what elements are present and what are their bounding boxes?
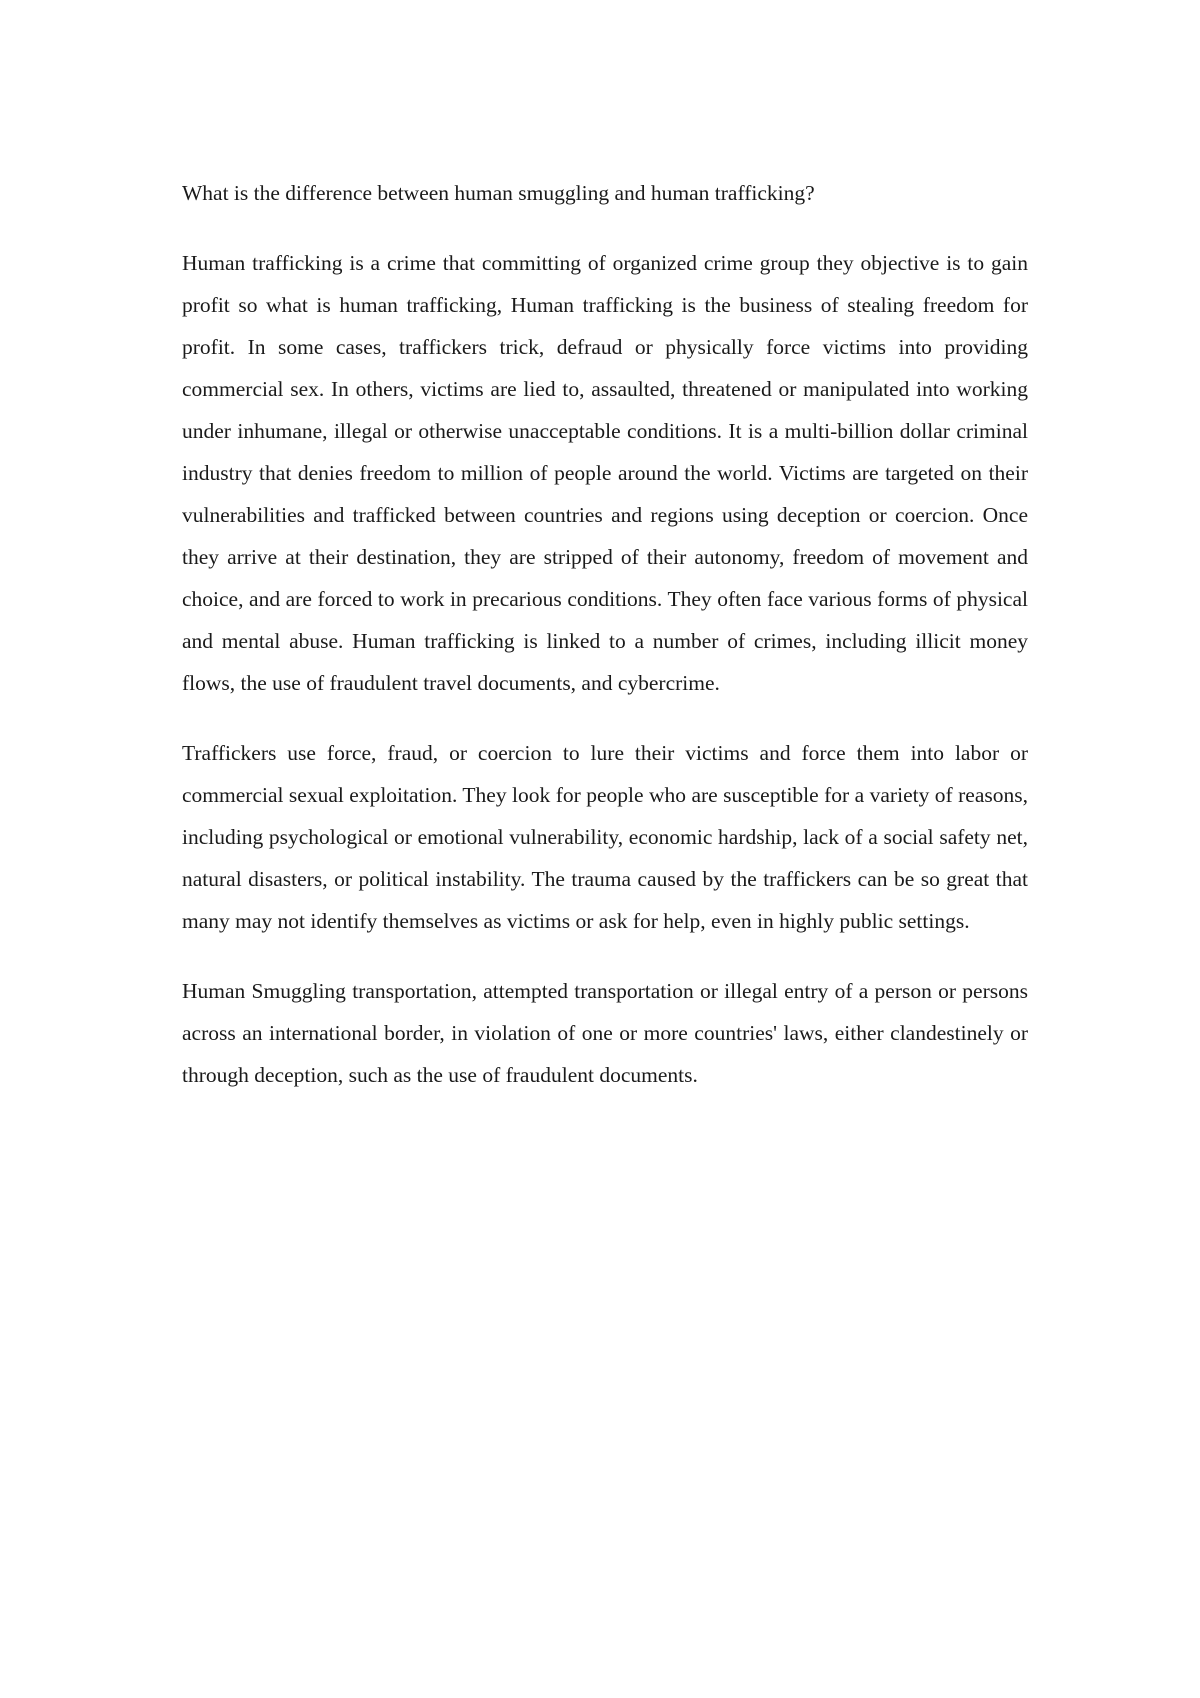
question-heading: What is the difference between human smuggling and human trafficking? [182,181,815,205]
paragraph-trafficking-definition: Human trafficking is a crime that committing of organized crime group they objective is to gain profit so what is human trafficking, Human trafficking is the business of stealing freedom for profit. In some cases, traffickers trick, defraud or physically force victims into providing commercial sex. In others, victims are lied to, assaulted, threatened or manipulated into working under inhumane, illegal or otherwise unacceptable conditions. It is a multi-billion dollar criminal industry that denies freedom to million of people around the world. Victims are targeted on their vulnerabilities and trafficked between countries and regions using deception or coercion. Once they arrive at their destination, they are stripped of their autonomy, freedom of movement and choice, and are forced to work in precarious conditions. They often face various forms of physical and mental abuse. Human trafficking is linked to a number of crimes, including illicit money flows, the use of fraudulent travel documents, and cybercrime. [182,251,1028,695]
document-body [182,172,1028,1124]
paragraph-smuggling-definition: Human Smuggling transportation, attempted transportation or illegal entry of a person or persons across an international border, in violation of one or more countries' laws, either clandestinely or through deception, such as the use of fraudulent documents. [182,979,1028,1087]
paragraph-trafficker-methods: Traffickers use force, fraud, or coercion to lure their victims and force them into labor or commercial sexual exploitation. They look for people who are susceptible for a variety of reasons, including psychological or emotional vulnerability, economic hardship, lack of a social safety net, natural disasters, or political instability. The trauma caused by the traffickers can be so great that many may not identify themselves as victims or ask for help, even in highly public settings. [182,741,1028,933]
